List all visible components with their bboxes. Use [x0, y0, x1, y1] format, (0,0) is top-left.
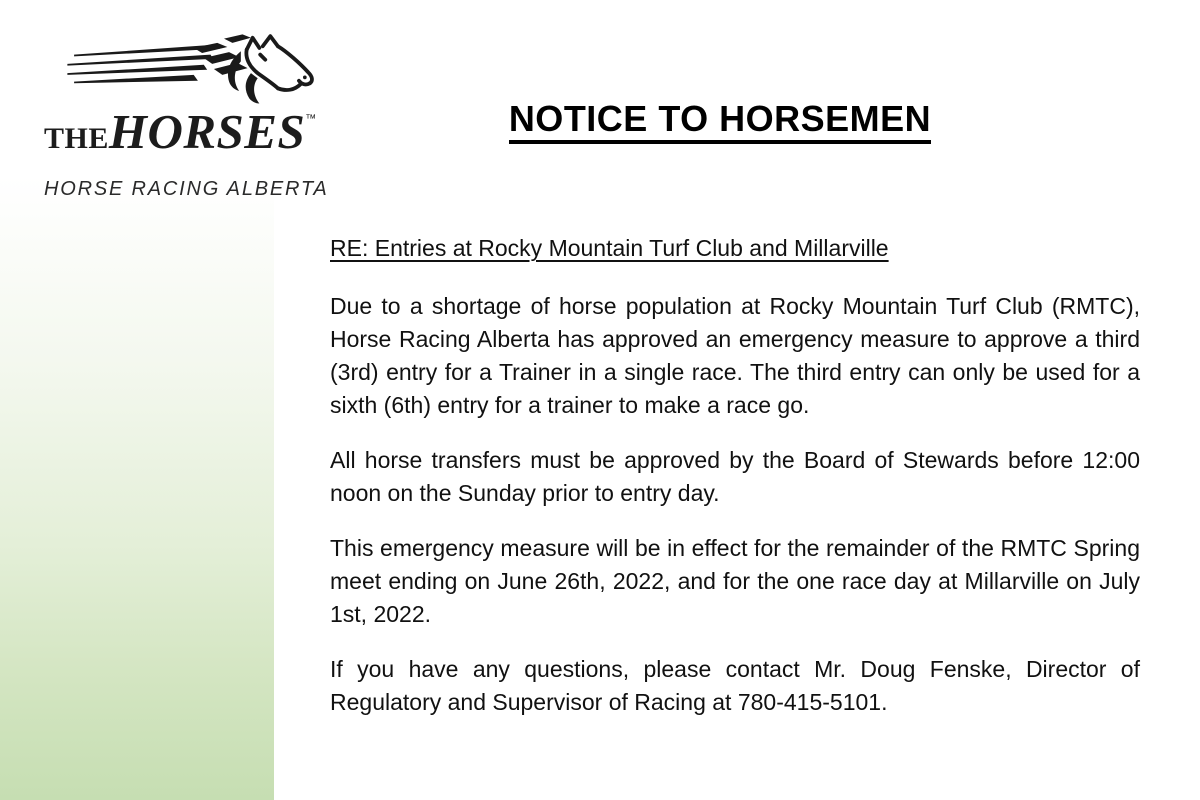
paragraph-4: If you have any questions, please contact Mr. Doug Fenske, Director of Regulatory and Supervisor of Racing at 780-415-5101. [330, 656, 1140, 715]
logo-wordmark-horses: HORSES [108, 104, 306, 159]
page-title: NOTICE TO HORSEMEN [509, 101, 931, 144]
title-wrap [340, 98, 1100, 144]
paragraph-2: All horse transfers must be approved by the Board of Stewards before 12:00 noon on the Sunday prior to entry day. [330, 447, 1140, 506]
paragraph-1: Due to a shortage of horse population at Rocky Mountain Turf Club (RMTC), Horse Racing Alberta has approved an emergency measure to approve a third (3rd) entry for a Trainer in a single race. The third entry can only be used for a sixth (6th) entry for a trainer to make a race go. [330, 293, 1140, 418]
notice-body [330, 232, 1140, 719]
paragraph-3: This emergency measure will be in effect for the remainder of the RMTC Spring meet ending on June 26th, 2022, and for the one race day at Millarville on July 1st, 2022. [330, 535, 1140, 627]
logo-wordmark [44, 94, 352, 169]
logo-tagline: HORSE RACING ALBERTA [44, 178, 329, 200]
subject-line: RE: Entries at Rocky Mountain Turf Club and Millarville [330, 235, 889, 261]
logo-wordmark-the: THE [44, 122, 109, 155]
horse-racing-alberta-logo [42, 26, 352, 201]
trademark-symbol: ™ [305, 113, 317, 125]
